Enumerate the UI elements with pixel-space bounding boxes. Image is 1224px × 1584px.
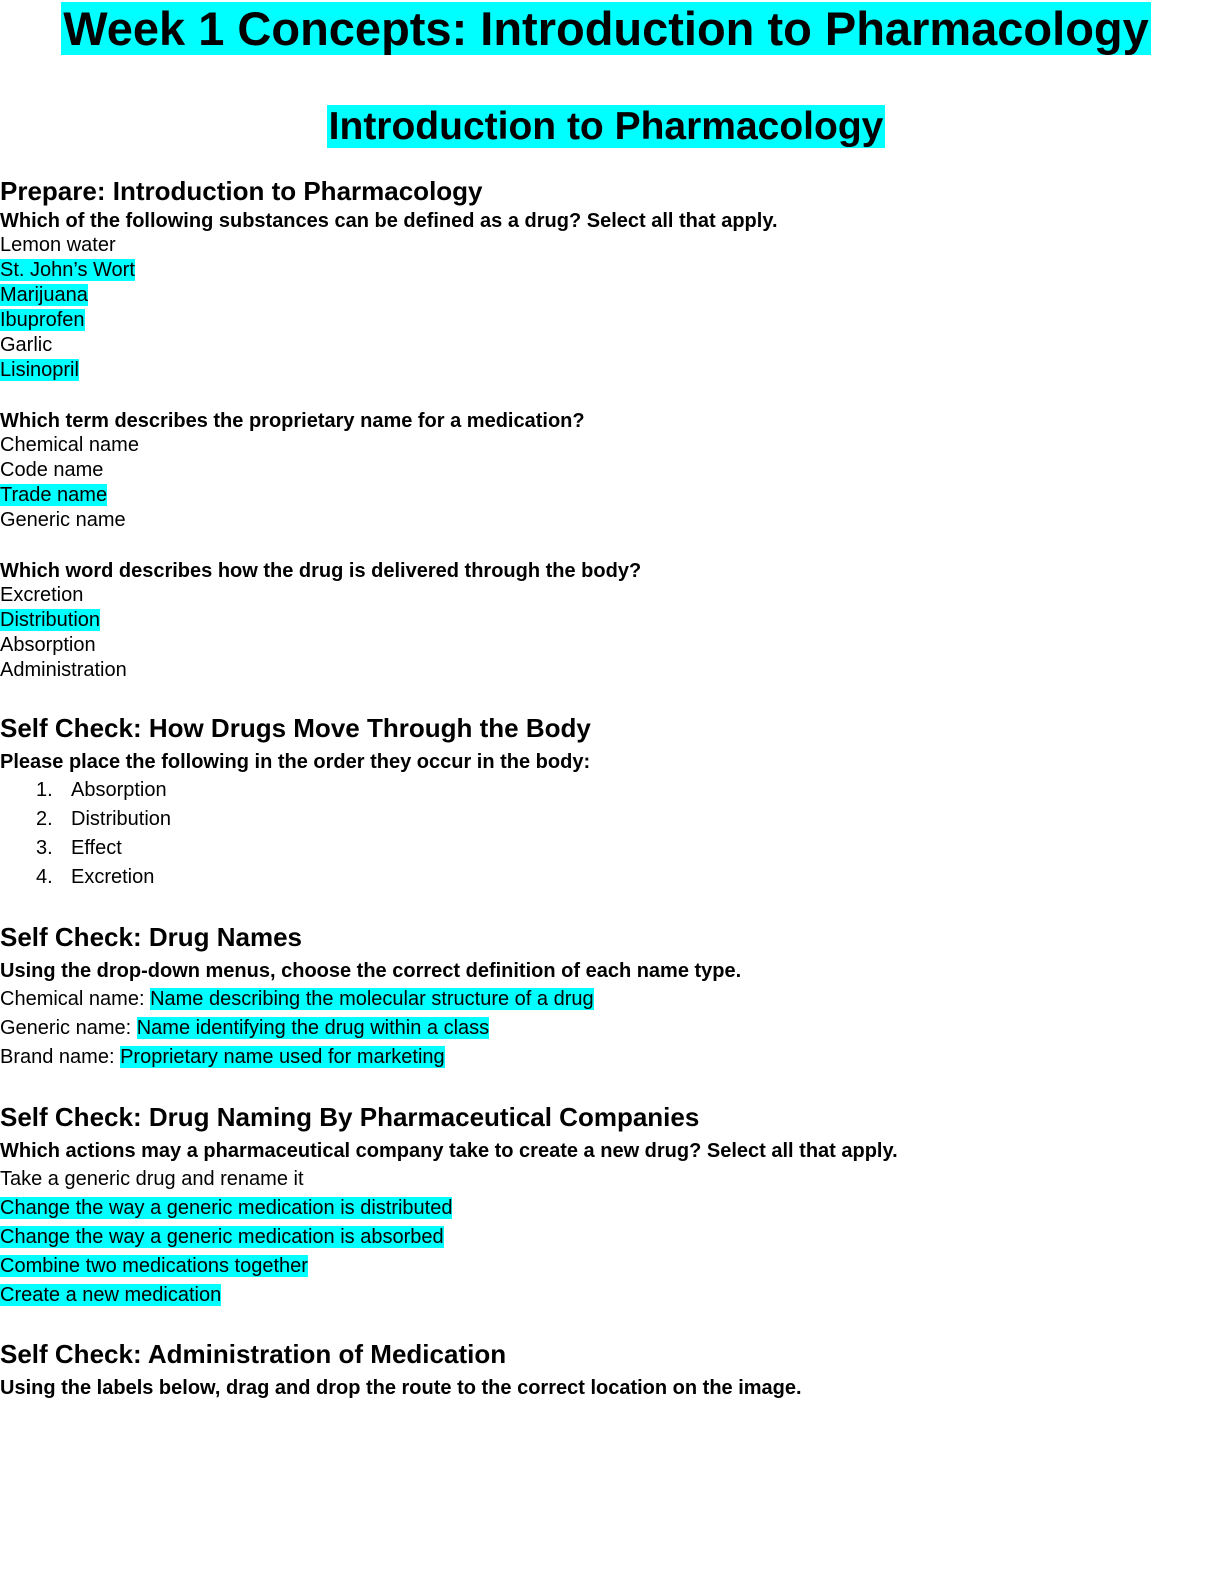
answer-label: Excretion xyxy=(0,584,84,606)
answer-label-highlighted: Distribution xyxy=(0,609,101,631)
answer-option[interactable] xyxy=(0,508,139,533)
answer-option[interactable] xyxy=(0,458,139,483)
answer-label: Absorption xyxy=(0,634,96,656)
answer-option[interactable] xyxy=(0,583,127,608)
list-item: 4. Excretion xyxy=(36,866,155,888)
definition-list-name-types xyxy=(0,985,594,1072)
answer-label: Administration xyxy=(0,659,127,681)
answer-label: Take a generic drug and rename it xyxy=(0,1168,304,1190)
section-heading-drug-names: Self Check: Drug Names xyxy=(0,922,302,952)
answer-label: Generic name xyxy=(0,509,126,531)
answer-label-highlighted: Create a new medication xyxy=(0,1284,222,1306)
answer-option[interactable] xyxy=(0,258,135,283)
answer-option[interactable] xyxy=(0,483,139,508)
answer-option[interactable] xyxy=(0,1194,452,1223)
answer-label-highlighted: Marijuana xyxy=(0,284,88,306)
answer-list-pharma-actions xyxy=(0,1165,452,1310)
definition-row-generic: Generic name: Name identifying the drug within a class xyxy=(0,1017,490,1039)
definition-row-brand: Brand name: Proprietary name used for marketing xyxy=(0,1046,445,1068)
answer-label-highlighted: Change the way a generic medication is distributed xyxy=(0,1197,453,1219)
section-heading-prepare: Prepare: Introduction to Pharmacology xyxy=(0,176,483,206)
answer-list-proprietary-name xyxy=(0,433,139,533)
question-name-definitions: Using the drop-down menus, choose the correct definition of each name type. xyxy=(0,960,742,982)
answer-label: Lemon water xyxy=(0,234,116,256)
question-pharma-actions: Which actions may a pharmaceutical company take to create a new drug? Select all that apply. xyxy=(0,1140,898,1162)
question-drug-delivery: Which word describes how the drug is delivered through the body? xyxy=(0,560,642,582)
answer-option[interactable] xyxy=(0,333,135,358)
ordered-list-body-process xyxy=(0,776,171,892)
section-heading-drug-naming-companies: Self Check: Drug Naming By Pharmaceutical Companies xyxy=(0,1102,700,1132)
answer-label-highlighted: Lisinopril xyxy=(0,359,79,381)
section-heading-drug-movement: Self Check: How Drugs Move Through the Body xyxy=(0,713,591,743)
answer-option[interactable] xyxy=(0,1165,452,1194)
answer-list-drug-delivery xyxy=(0,583,127,683)
answer-option[interactable] xyxy=(0,1223,452,1252)
dropdown-answer-brand[interactable]: Proprietary name used for marketing xyxy=(120,1046,445,1068)
answer-label: Code name xyxy=(0,459,104,481)
answer-label-highlighted: Ibuprofen xyxy=(0,309,85,331)
question-drug-definition: Which of the following substances can be defined as a drug? Select all that apply. xyxy=(0,210,778,232)
section-heading-administration: Self Check: Administration of Medication xyxy=(0,1339,507,1369)
answer-label-highlighted: St. John’s Wort xyxy=(0,259,135,281)
answer-option[interactable] xyxy=(0,283,135,308)
definition-row-chemical: Chemical name: Name describing the molecular structure of a drug xyxy=(0,988,594,1010)
answer-option[interactable] xyxy=(0,433,139,458)
dropdown-answer-generic[interactable]: Name identifying the drug within a class xyxy=(136,1017,490,1039)
answer-label: Chemical name xyxy=(0,434,139,456)
question-drag-drop-route: Using the labels below, drag and drop the route to the correct location on the image. xyxy=(0,1377,802,1399)
dropdown-answer-chemical[interactable]: Name describing the molecular structure of a drug xyxy=(150,988,594,1010)
list-item: 1. Absorption xyxy=(36,779,167,801)
answer-label: Garlic xyxy=(0,334,53,356)
answer-label-highlighted: Trade name xyxy=(0,484,108,506)
answer-list-drug-definition xyxy=(0,233,135,383)
list-item: 2. Distribution xyxy=(36,808,172,830)
answer-option[interactable] xyxy=(0,1252,452,1281)
answer-label-highlighted: Change the way a generic medication is absorbed xyxy=(0,1226,444,1248)
question-order-in-body: Please place the following in the order they occur in the body: xyxy=(0,751,591,773)
answer-option[interactable] xyxy=(0,233,135,258)
answer-option[interactable] xyxy=(0,633,127,658)
question-proprietary-name: Which term describes the proprietary name for a medication? xyxy=(0,410,585,432)
answer-label-highlighted: Combine two medications together xyxy=(0,1255,308,1277)
answer-option[interactable] xyxy=(0,1281,452,1310)
answer-option[interactable] xyxy=(0,658,127,683)
document-subtitle: Introduction to Pharmacology xyxy=(328,105,884,148)
answer-option[interactable] xyxy=(0,358,135,383)
answer-option[interactable] xyxy=(0,308,135,333)
list-item: 3. Effect xyxy=(36,837,122,859)
document-title: Week 1 Concepts: Introduction to Pharmacology xyxy=(63,2,1149,55)
answer-option[interactable] xyxy=(0,608,127,633)
